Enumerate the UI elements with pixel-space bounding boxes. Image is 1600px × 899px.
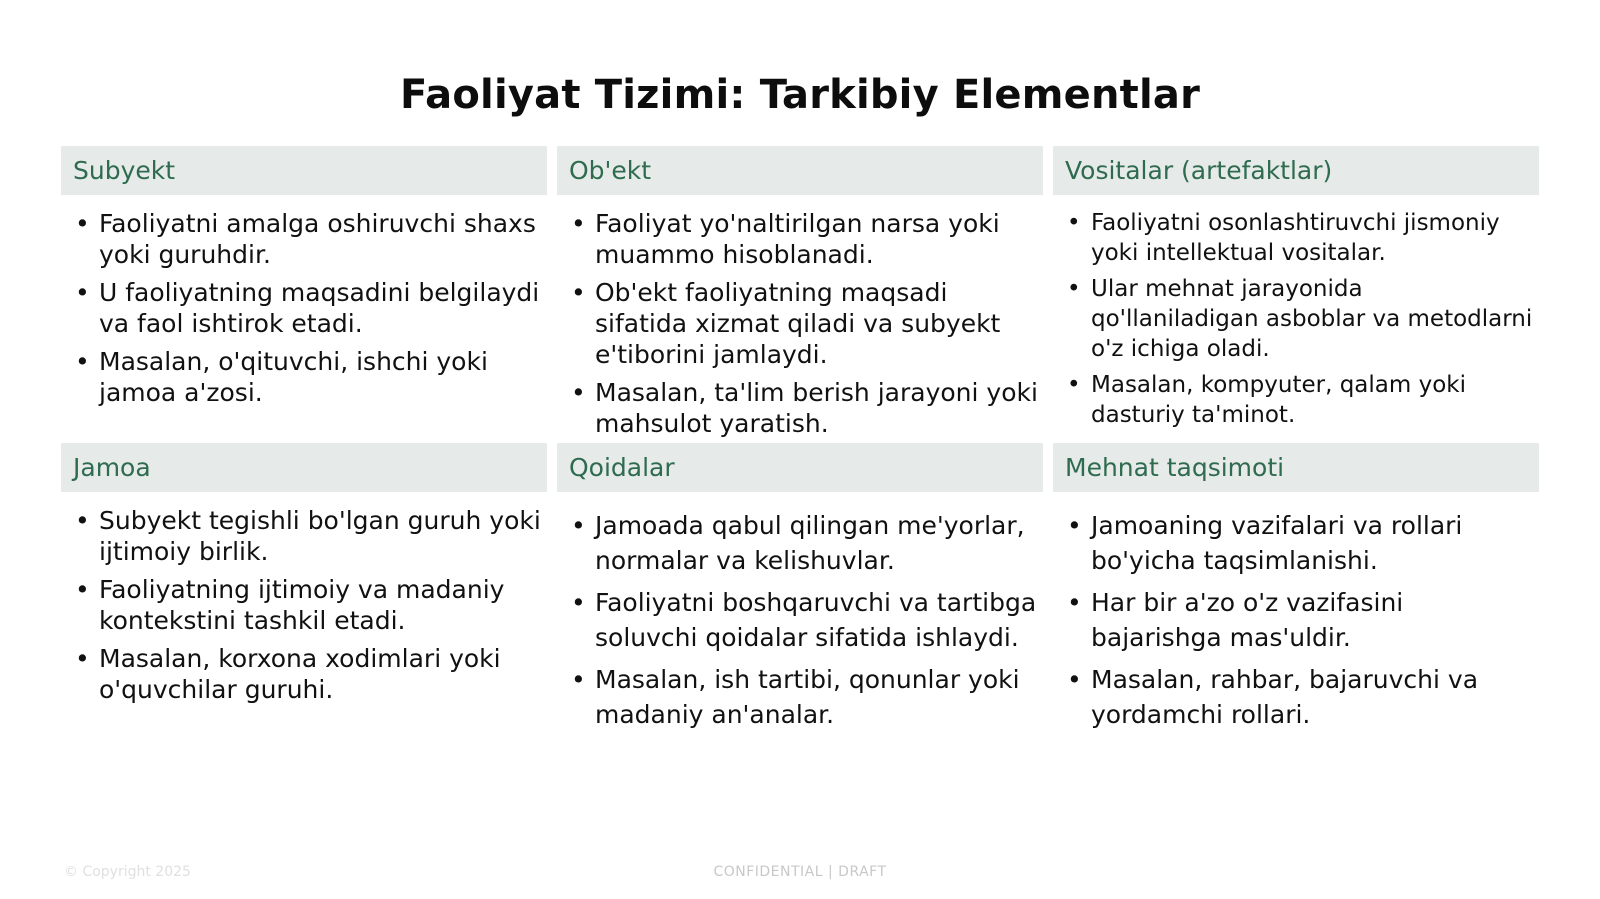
card-vositalar [1053, 146, 1539, 442]
footer-copyright: © Copyright 2025 [64, 864, 191, 880]
card-qoidalar [557, 443, 1043, 743]
bullet-item: • Faoliyatning ijtimoiy va madaniy kontekstini tashkil etadi. [75, 574, 543, 636]
card-subyekt [61, 146, 547, 442]
bullet-item: • Masalan, o'qituvchi, ishchi yoki jamoa a'zosi. [75, 346, 543, 408]
bullet-item: • U faoliyatning maqsadini belgilaydi va faol ishtirok etadi. [75, 277, 543, 339]
card-obekt [557, 146, 1043, 442]
bullet-item: • Faoliyatni osonlashtiruvchi jismoniy yoki intellektual vositalar. [1067, 208, 1535, 268]
bullet-item: • Masalan, ish tartibi, qonunlar yoki madaniy an'analar. [571, 662, 1039, 732]
bullet-item: • Faoliyatni boshqaruvchi va tartibga soluvchi qoidalar sifatida ishlaydi. [571, 585, 1039, 655]
card-jamoa [61, 443, 547, 743]
bullet-list [61, 505, 547, 705]
footer-status: CONFIDENTIAL | DRAFT [713, 864, 887, 880]
card-heading: Qoidalar [557, 443, 1043, 492]
bullet-item: • Masalan, rahbar, bajaruvchi va yordamchi rollari. [1067, 662, 1535, 732]
bullet-item: • Har bir a'zo o'z vazifasini bajarishga mas'uldir. [1067, 585, 1535, 655]
bullet-item: • Ular mehnat jarayonida qo'llaniladigan asboblar va metodlarni o'z ichiga oladi. [1067, 274, 1535, 364]
bullet-list [1053, 208, 1539, 430]
card-heading: Ob'ekt [557, 146, 1043, 195]
card-heading: Subyekt [61, 146, 547, 195]
bullet-item: • Ob'ekt faoliyatning maqsadi sifatida xizmat qiladi va subyekt e'tiborini jamlaydi. [571, 277, 1039, 370]
slide-title: Faoliyat Tizimi: Tarkibiy Elementlar [400, 72, 1200, 118]
bullet-item: • Masalan, ta'lim berish jarayoni yoki mahsulot yaratish. [571, 377, 1039, 439]
bullet-item: • Jamoaning vazifalari va rollari bo'yicha taqsimlanishi. [1067, 508, 1535, 578]
bullet-item: • Faoliyat yo'naltirilgan narsa yoki muammo hisoblanadi. [571, 208, 1039, 270]
bullet-list [1053, 508, 1539, 732]
bullet-item: • Jamoada qabul qilingan me'yorlar, normalar va kelishuvlar. [571, 508, 1039, 578]
bullet-item: • Masalan, korxona xodimlari yoki o'quvchilar guruhi. [75, 643, 543, 705]
bullet-item: • Faoliyatni amalga oshiruvchi shaxs yoki guruhdir. [75, 208, 543, 270]
card-mehnat-taqsimoti [1053, 443, 1539, 743]
bullet-list [557, 208, 1043, 439]
bullet-item: • Masalan, kompyuter, qalam yoki dasturiy ta'minot. [1067, 370, 1535, 430]
card-heading: Jamoa [61, 443, 547, 492]
bullet-list [557, 508, 1043, 732]
bullet-list [61, 208, 547, 408]
bullet-item: • Subyekt tegishli bo'lgan guruh yoki ijtimoiy birlik. [75, 505, 543, 567]
card-heading: Vositalar (artefaktlar) [1053, 146, 1539, 195]
card-heading: Mehnat taqsimoti [1053, 443, 1539, 492]
